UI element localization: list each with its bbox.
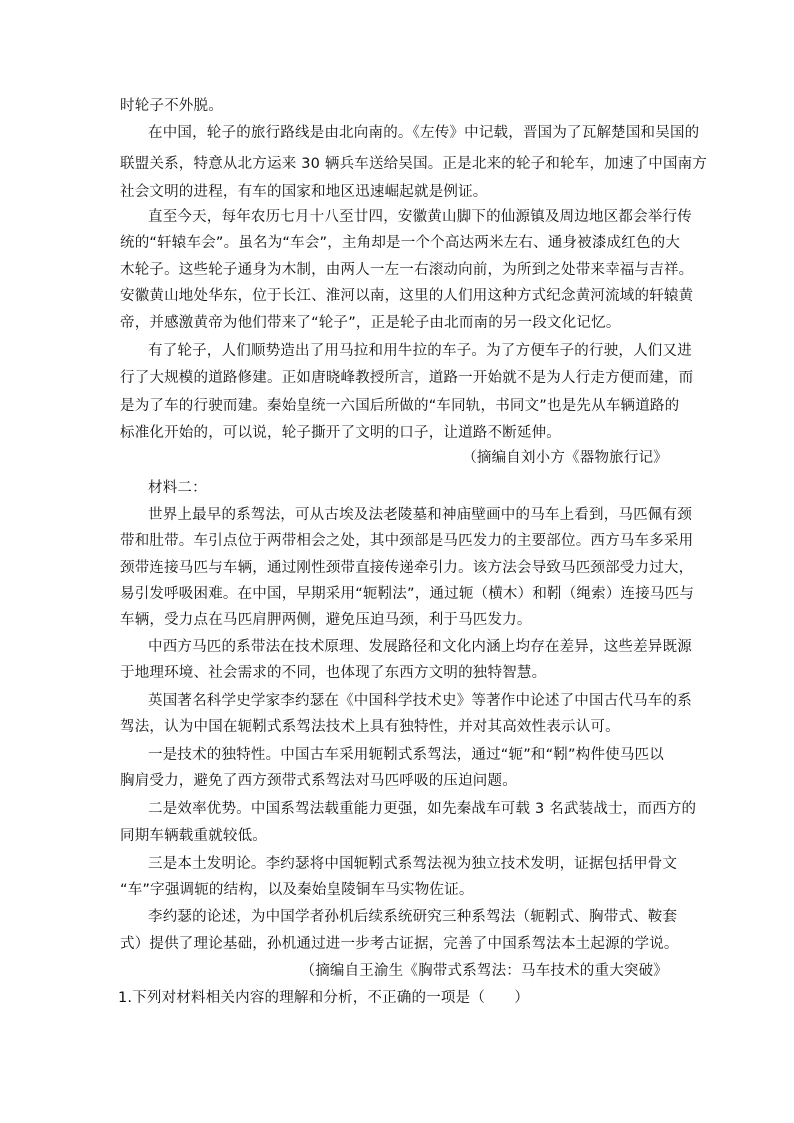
text-line: 帝，并感激黄帝为他们带来了“轮子”，正是轮子由北而南的另一段文化记忆。 bbox=[120, 315, 621, 331]
text-line: “车”字强调轭的结构，以及秦始皇陵铜车马实物佐证。 bbox=[120, 882, 474, 898]
text-line: 中西方马匹的系带法在技术原理、发展路径和文化内涵上均存在差异，这些差异既源 bbox=[148, 639, 692, 655]
text-line: 英国著名科学史学家李约瑟在《中国科学技术史》等著作中论述了中国古代马车的系 bbox=[148, 693, 692, 709]
text-line: 一是技术的独特性。中国古车采用轭靷式系驾法，通过“轭”和“靷”构件使马匹以 bbox=[148, 747, 664, 763]
text-line: 三是本土发明论。李约瑟将中国轭靷式系驾法视为独立技术发明，证据包括甲骨文 bbox=[148, 856, 678, 872]
source-citation: （摘编自王渝生《胸带式系驾法：马车技术的重大突破》 bbox=[300, 963, 668, 979]
text-line: 联盟关系，特意从北方运来 30 辆兵车送给吴国。正是北来的轮子和轮车，加速了中国南方 bbox=[120, 156, 708, 172]
text-line: 标准化开始的，可以说，轮子撕开了文明的口子，让道路不断延伸。 bbox=[120, 425, 561, 441]
text-line: 二是效率优势。中国系驾法载重能力更强，如先秦战车可载 3 名武装战士，而西方的 bbox=[148, 801, 697, 817]
text-line: 车辆，受力点在马匹肩胛两侧，避免压迫马颈，利于马匹发力。 bbox=[120, 612, 532, 628]
text-line: 时轮子不外脱。 bbox=[120, 98, 223, 114]
text-line: 颈带连接马匹与车辆，通过刚性颈带直接传递牵引力。该方法会导致马匹颈部受力过大， bbox=[120, 560, 694, 576]
text-line: 是为了车的行驶而建。秦始皇统一六国后所做的“车同轨，书同文”也是先从车辆道路的 bbox=[120, 398, 680, 414]
text-line: 同期车辆载重就较低。 bbox=[120, 828, 267, 844]
text-line: 统的“轩辕车会”。虽名为“车会”，主角却是一个个高达两米左右、通身被漆成红色的大 bbox=[120, 235, 681, 251]
text-line: 李约瑟的论述，为中国学者孙机后续系统研究三种系驾法（轭靷式、胸带式、鞍套 bbox=[148, 909, 678, 925]
text-line: 驾法，认为中国在轭靷式系驾法技术上具有独特性，并对其高效性表示认可。 bbox=[120, 719, 620, 735]
text-line: 安徽黄山地处华东，位于长江、淮河以南，这里的人们用这种方式纪念黄河流域的轩辕黄 bbox=[120, 288, 694, 304]
text-line: 直至今天，每年农历七月十八至廿四，安徽黄山脚下的仙源镇及周边地区都会举行传 bbox=[148, 209, 692, 225]
text-line: 行了大规模的道路修建。正如唐晓峰教授所言，道路一开始就不是为人行走方便而建，而 bbox=[120, 370, 694, 386]
text-line: 带和肚带。车引点位于两带相会之处，其中颈部是马匹发力的主要部位。西方马车多采用 bbox=[120, 533, 694, 549]
source-citation: （摘编自刘小方《器物旅行记》 bbox=[462, 450, 668, 466]
text-line: 有了轮子，人们顺势造出了用马拉和用牛拉的车子。为了方便车子的行驶，人们又进 bbox=[148, 343, 692, 359]
text-line: 于地理环境、社会需求的不同，也体现了东西方文明的独特智慧。 bbox=[120, 665, 547, 681]
text-line: 式）提供了理论基础，孙机通过进一步考古证据，完善了中国系驾法本土起源的学说。 bbox=[120, 936, 679, 952]
text-line: 胸肩受力，避免了西方颈带式系驾法对马匹呼吸的压迫问题。 bbox=[120, 773, 517, 789]
text-line: 易引发呼吸困难。在中国，早期采用“轭靷法”，通过轭（横木）和靷（绳索）连接马匹与 bbox=[120, 586, 695, 602]
question-stem: 1.下列对材料相关内容的理解和分析，不正确的一项是（ ） bbox=[118, 990, 530, 1006]
text-line: 木轮子。这些轮子通身为木制，由两人一左一右滚动向前，为所到之处带来幸福与吉祥。 bbox=[120, 262, 694, 278]
section-heading: 材料二： bbox=[148, 480, 207, 496]
text-line: 世界上最早的系驾法，可从古埃及法老陵墓和神庙壁画中的马车上看到，马匹佩有颈 bbox=[148, 507, 692, 523]
text-line: 在中国，轮子的旅行路线是由北向南的。《左传》中记载，晋国为了瓦解楚国和吴国的 bbox=[148, 125, 700, 141]
text-line: 社会文明的进程，有车的国家和地区迅速崛起就是例证。 bbox=[120, 184, 488, 200]
